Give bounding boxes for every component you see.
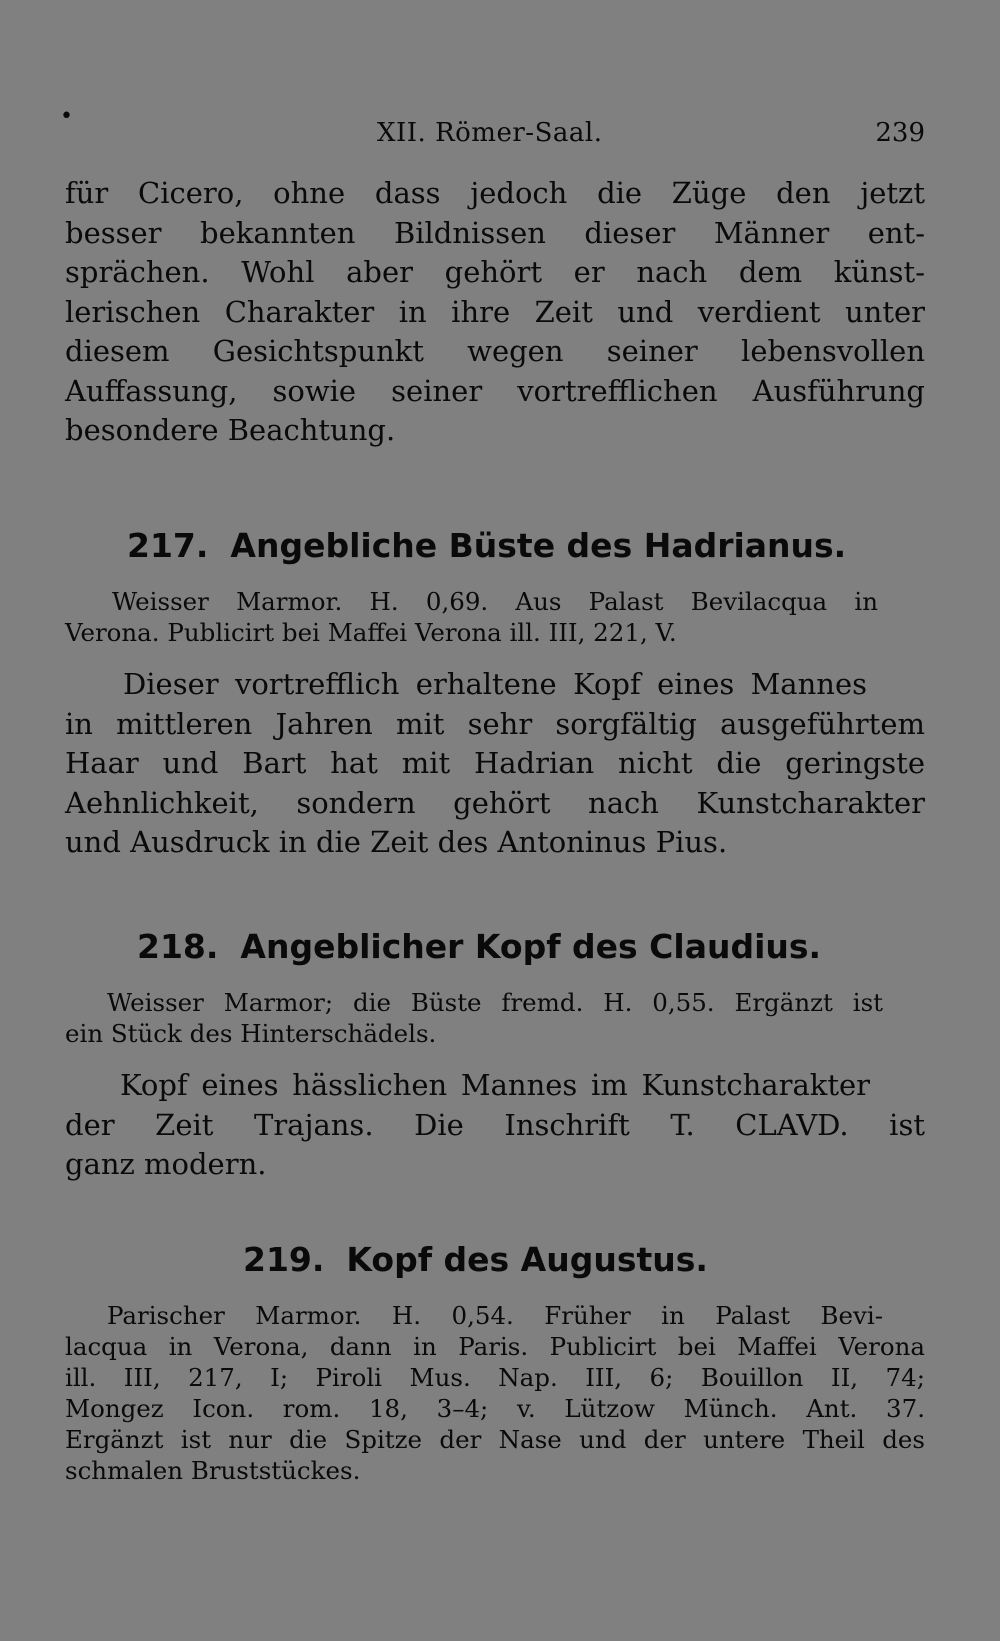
entry-heading-219 xyxy=(65,1240,925,1279)
text-line: ganz modern. xyxy=(65,1147,267,1181)
entry-meta-217 xyxy=(65,586,925,648)
running-head-title: XII. Römer-Saal. xyxy=(377,118,603,148)
meta-line: lacqua in Verona, dann in Paris. Publicirt bei Maffei Verona xyxy=(65,1332,925,1361)
entry-meta-219 xyxy=(65,1300,925,1486)
meta-line: Mongez Icon. rom. 18, 3–4; v. Lützow Münch. Ant. 37. xyxy=(65,1394,925,1423)
entry-heading-217 xyxy=(65,526,925,565)
meta-line: Ergänzt ist nur die Spitze der Nase und der untere Theil des xyxy=(65,1425,925,1454)
running-head xyxy=(65,118,925,154)
entry-body-218 xyxy=(65,1066,925,1185)
text-line: besondere Beachtung. xyxy=(65,413,396,447)
text-line: Haar und Bart hat mit Hadrian nicht die geringste xyxy=(65,746,925,780)
entry-meta-218 xyxy=(65,987,925,1049)
meta-line: Weisser Marmor. H. 0,69. Aus Palast Bevilacqua in xyxy=(112,587,878,616)
entry-number: 219. xyxy=(243,1240,325,1279)
text-line: in mittleren Jahren mit sehr sorgfältig ausgeführtem xyxy=(65,706,925,741)
entry-body-217 xyxy=(65,665,925,863)
meta-line: schmalen Bruststückes. xyxy=(65,1456,361,1485)
text-line: besser bekannten Bildnissen dieser Männer ent- xyxy=(65,215,925,250)
text-line: für Cicero, ohne dass jedoch die Züge den jetzt xyxy=(65,176,925,210)
intro-paragraph xyxy=(65,174,925,451)
page-number: 239 xyxy=(875,118,925,148)
text-line: Aehnlichkeit, sondern gehört nach Kunstcharakter xyxy=(65,785,925,820)
text-line: sprächen. Wohl aber gehört er nach dem künst- xyxy=(65,255,925,289)
entry-number: 217. xyxy=(127,526,209,565)
meta-line: Parischer Marmor. H. 0,54. Früher in Palast Bevi- xyxy=(107,1301,883,1330)
text-line: Kopf eines hässlichen Mannes im Kunstcharakter xyxy=(120,1068,870,1102)
entry-heading-218 xyxy=(65,927,925,966)
meta-line: ill. III, 217, I; Piroli Mus. Nap. III, 6; Bouillon II, 74; xyxy=(65,1363,925,1392)
text-line: diesem Gesichtspunkt wegen seiner lebensvollen xyxy=(65,334,925,368)
margin-mark: • xyxy=(60,104,73,129)
meta-line: Verona. Publicirt bei Maffei Verona ill. III, 221, V. xyxy=(65,618,677,647)
meta-line: Weisser Marmor; die Büste fremd. H. 0,55. Ergänzt ist xyxy=(107,988,883,1017)
entry-number: 218. xyxy=(137,927,219,966)
text-line: Dieser vortrefflich erhaltene Kopf eines Mannes xyxy=(123,667,867,701)
text-line: der Zeit Trajans. Die Inschrift T. CLAVD. ist xyxy=(65,1107,925,1142)
book-page xyxy=(60,0,925,1641)
entry-title: Angeblicher Kopf des Claudius. xyxy=(240,927,822,966)
text-line: Auffassung, sowie seiner vortrefflichen Ausführung xyxy=(65,373,925,408)
text-line: lerischen Charakter in ihre Zeit und verdient unter xyxy=(65,294,925,329)
meta-line: ein Stück des Hinterschädels. xyxy=(65,1019,437,1048)
entry-title: Kopf des Augustus. xyxy=(346,1240,708,1279)
text-line: und Ausdruck in die Zeit des Antoninus Pius. xyxy=(65,825,728,859)
entry-title: Angebliche Büste des Hadrianus. xyxy=(230,526,847,565)
